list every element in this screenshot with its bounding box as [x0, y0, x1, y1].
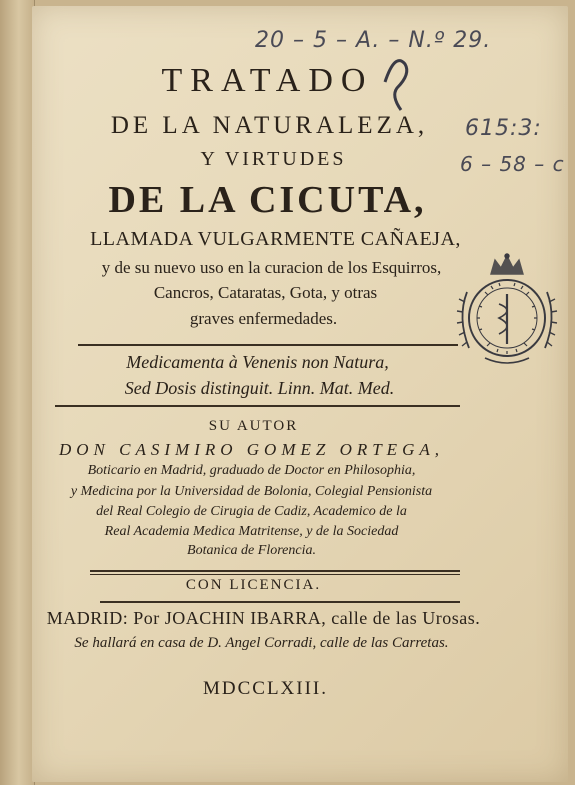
author-credential-4: Real Academia Medica Matritense, y de la Sociedad: [104, 524, 399, 539]
library-seal-icon: [455, 252, 559, 372]
divider-rule: [55, 405, 460, 407]
imprint-line-1: MADRID: Por JOACHIN IBARRA, calle de las Urosas.: [46, 608, 481, 628]
publication-year: MDCCLXIII.: [202, 678, 329, 699]
divider-rule: [100, 601, 460, 603]
handwritten-shelfmark: 20 – 5 – A. – N.º 29.: [255, 28, 492, 53]
motto-line-1: Medicamenta à Venenis non Natura,: [126, 352, 389, 372]
author-credential-3: del Real Colegio de Cirugia de Cadiz, Academico de la: [96, 504, 407, 519]
divider-rule: [90, 574, 460, 575]
title-line-8: graves enfermedades.: [189, 309, 338, 328]
title-line-5: LLAMADA VULGARMENTE CAÑAEJA,: [90, 228, 461, 250]
license-line: CON LICENCIA.: [185, 577, 322, 593]
author-credential-2: y Medicina por la Universidad de Bolonia, Colegial Pensionista: [70, 484, 433, 499]
title-line-2: DE LA NATURALEZA,: [110, 112, 429, 139]
handwritten-number-2: 6 – 58 – c: [460, 152, 565, 176]
title-line-6: y de su nuevo uso en la curacion de los Esquirros,: [101, 258, 442, 277]
title-line-7: Cancros, Cataratas, Gota, y otras: [153, 283, 378, 302]
handwritten-number: 615:3:: [465, 116, 542, 141]
title-line-4: DE LA CICUTA,: [108, 179, 427, 221]
author-name: DON CASIMIRO GOMEZ ORTEGA,: [59, 440, 444, 459]
divider-rule: [90, 570, 460, 572]
author-label: SU AUTOR: [208, 418, 299, 434]
author-credential-1: Boticario en Madrid, graduado de Doctor en Philosophia,: [87, 463, 416, 478]
title-line-3: Y VIRTUDES: [200, 148, 347, 170]
divider-rule: [78, 344, 458, 346]
motto-line-2: Sed Dosis distinguit. Linn. Mat. Med.: [124, 378, 395, 398]
author-credential-5: Botanica de Florencia.: [187, 543, 316, 558]
title-line-1: TRATADO: [161, 62, 374, 99]
imprint-line-2: Se hallará en casa de D. Angel Corradi, calle de las Carretas.: [74, 635, 449, 651]
